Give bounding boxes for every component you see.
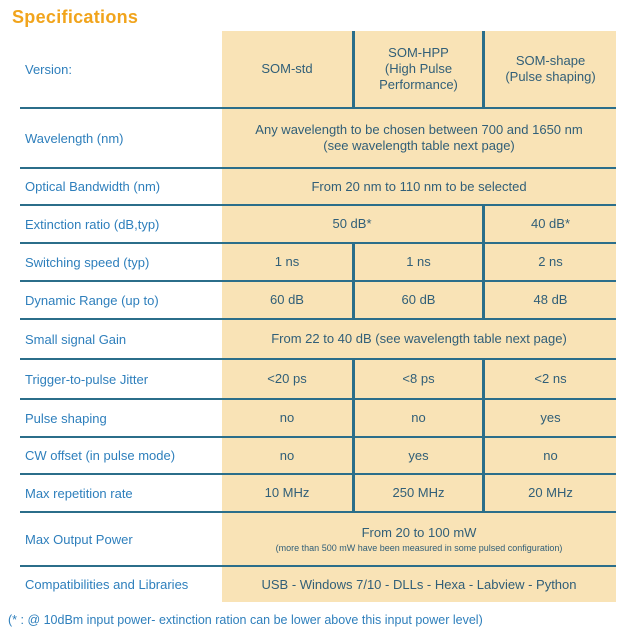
row-label-max-repetition-rate: Max repetition rate <box>20 475 222 511</box>
row-compatibilities <box>20 567 616 602</box>
cell-switching-som-hpp: 1 ns <box>352 244 482 280</box>
column-name: SOM-HPP <box>388 45 449 60</box>
cell-cw-offset-som-shape: no <box>482 438 616 473</box>
row-values <box>222 360 616 398</box>
row-optical-bandwidth <box>20 169 616 206</box>
cell-wavelength-merged <box>222 109 616 167</box>
column-name: SOM-std <box>261 61 313 76</box>
row-label-switching-speed: Switching speed (typ) <box>20 244 222 280</box>
specifications-page <box>0 7 628 627</box>
cell-pulse-shaping-som-std: no <box>279 410 295 425</box>
cell-optical-bandwidth-merged: From 20 nm to 110 nm to be selected <box>311 178 527 194</box>
column-subtitle: (High Pulse Performance) <box>379 61 458 92</box>
row-values <box>222 282 616 318</box>
cell-pulse-shaping-som-shape: yes <box>482 400 616 436</box>
row-label-trigger-jitter: Trigger-to-pulse Jitter <box>20 360 222 398</box>
row-label-version: Version: <box>20 31 222 107</box>
row-extinction-ratio <box>20 206 616 244</box>
table-header-row <box>20 31 616 109</box>
cell-max-rep-som-hpp: 250 MHz <box>352 475 482 511</box>
row-values <box>222 567 616 602</box>
cell-dynamic-som-shape: 48 dB <box>482 282 616 318</box>
cell-jitter-som-std: <20 ps <box>267 371 307 386</box>
specifications-table <box>20 31 616 602</box>
row-max-output-power <box>20 513 616 567</box>
cell-max-rep-som-std: 10 MHz <box>264 485 310 500</box>
cell-text: Any wavelength to be chosen between 700 and 1650 nm (see wavelength table next page) <box>255 122 583 153</box>
cell-max-output-power-merged <box>222 513 616 565</box>
row-trigger-jitter <box>20 360 616 400</box>
row-label-pulse-shaping: Pulse shaping <box>20 400 222 436</box>
row-max-repetition-rate <box>20 475 616 513</box>
row-dynamic-range <box>20 282 616 320</box>
row-label-dynamic-range: Dynamic Range (up to) <box>20 282 222 318</box>
row-label-extinction-ratio: Extinction ratio (dB,typ) <box>20 206 222 242</box>
header-values <box>222 31 616 107</box>
page-title: Specifications <box>12 7 139 27</box>
row-values <box>222 169 616 204</box>
row-label-wavelength: Wavelength (nm) <box>20 109 222 167</box>
cell-pulse-shaping-som-hpp: no <box>352 400 482 436</box>
column-header-som-hpp <box>352 31 482 107</box>
column-header-som-shape <box>482 31 616 107</box>
cell-jitter-som-shape: <2 ns <box>482 360 616 398</box>
row-pulse-shaping <box>20 400 616 438</box>
row-wavelength <box>20 109 616 169</box>
row-values <box>222 475 616 511</box>
cell-switching-som-shape: 2 ns <box>482 244 616 280</box>
column-name: SOM-shape <box>515 53 586 68</box>
row-values <box>222 109 616 167</box>
row-values <box>222 513 616 565</box>
cell-switching-som-std: 1 ns <box>274 254 300 269</box>
row-values <box>222 400 616 436</box>
row-values <box>222 206 616 242</box>
cell-jitter-som-hpp: <8 ps <box>352 360 482 398</box>
row-small-signal-gain <box>20 320 616 360</box>
row-values <box>222 438 616 473</box>
row-label-small-signal-gain: Small signal Gain <box>20 320 222 358</box>
cell-extinction-shape: 40 dB* <box>482 206 616 242</box>
column-header-som-std <box>222 31 352 107</box>
cell-extinction-std-hpp: 50 dB* <box>332 216 372 231</box>
cell-sub-note: (more than 500 mW have been measured in some pulsed configuration) <box>275 542 563 553</box>
row-label-max-output-power: Max Output Power <box>20 513 222 565</box>
row-switching-speed <box>20 244 616 282</box>
cell-dynamic-som-hpp: 60 dB <box>352 282 482 318</box>
cell-dynamic-som-std: 60 dB <box>270 292 304 307</box>
cell-compatibilities-merged: USB - Windows 7/10 - DLLs - Hexa - Labview - Python <box>261 576 577 592</box>
row-label-optical-bandwidth: Optical Bandwidth (nm) <box>20 169 222 204</box>
footnote: (* : @ 10dBm input power- extinction ration can be lower above this input power level) <box>8 613 483 627</box>
row-label-compatibilities: Compatibilities and Libraries <box>20 567 222 602</box>
cell-cw-offset-som-hpp: yes <box>352 438 482 473</box>
row-values <box>222 320 616 358</box>
column-subtitle: (Pulse shaping) <box>505 69 596 84</box>
cell-cw-offset-som-std: no <box>279 447 295 463</box>
row-label-cw-offset: CW offset (in pulse mode) <box>20 438 222 473</box>
cell-small-signal-gain-merged: From 22 to 40 dB (see wavelength table next page) <box>271 331 567 346</box>
cell-main-text: From 20 to 100 mW <box>361 524 477 540</box>
row-cw-offset <box>20 438 616 475</box>
cell-max-rep-som-shape: 20 MHz <box>482 475 616 511</box>
row-values <box>222 244 616 280</box>
